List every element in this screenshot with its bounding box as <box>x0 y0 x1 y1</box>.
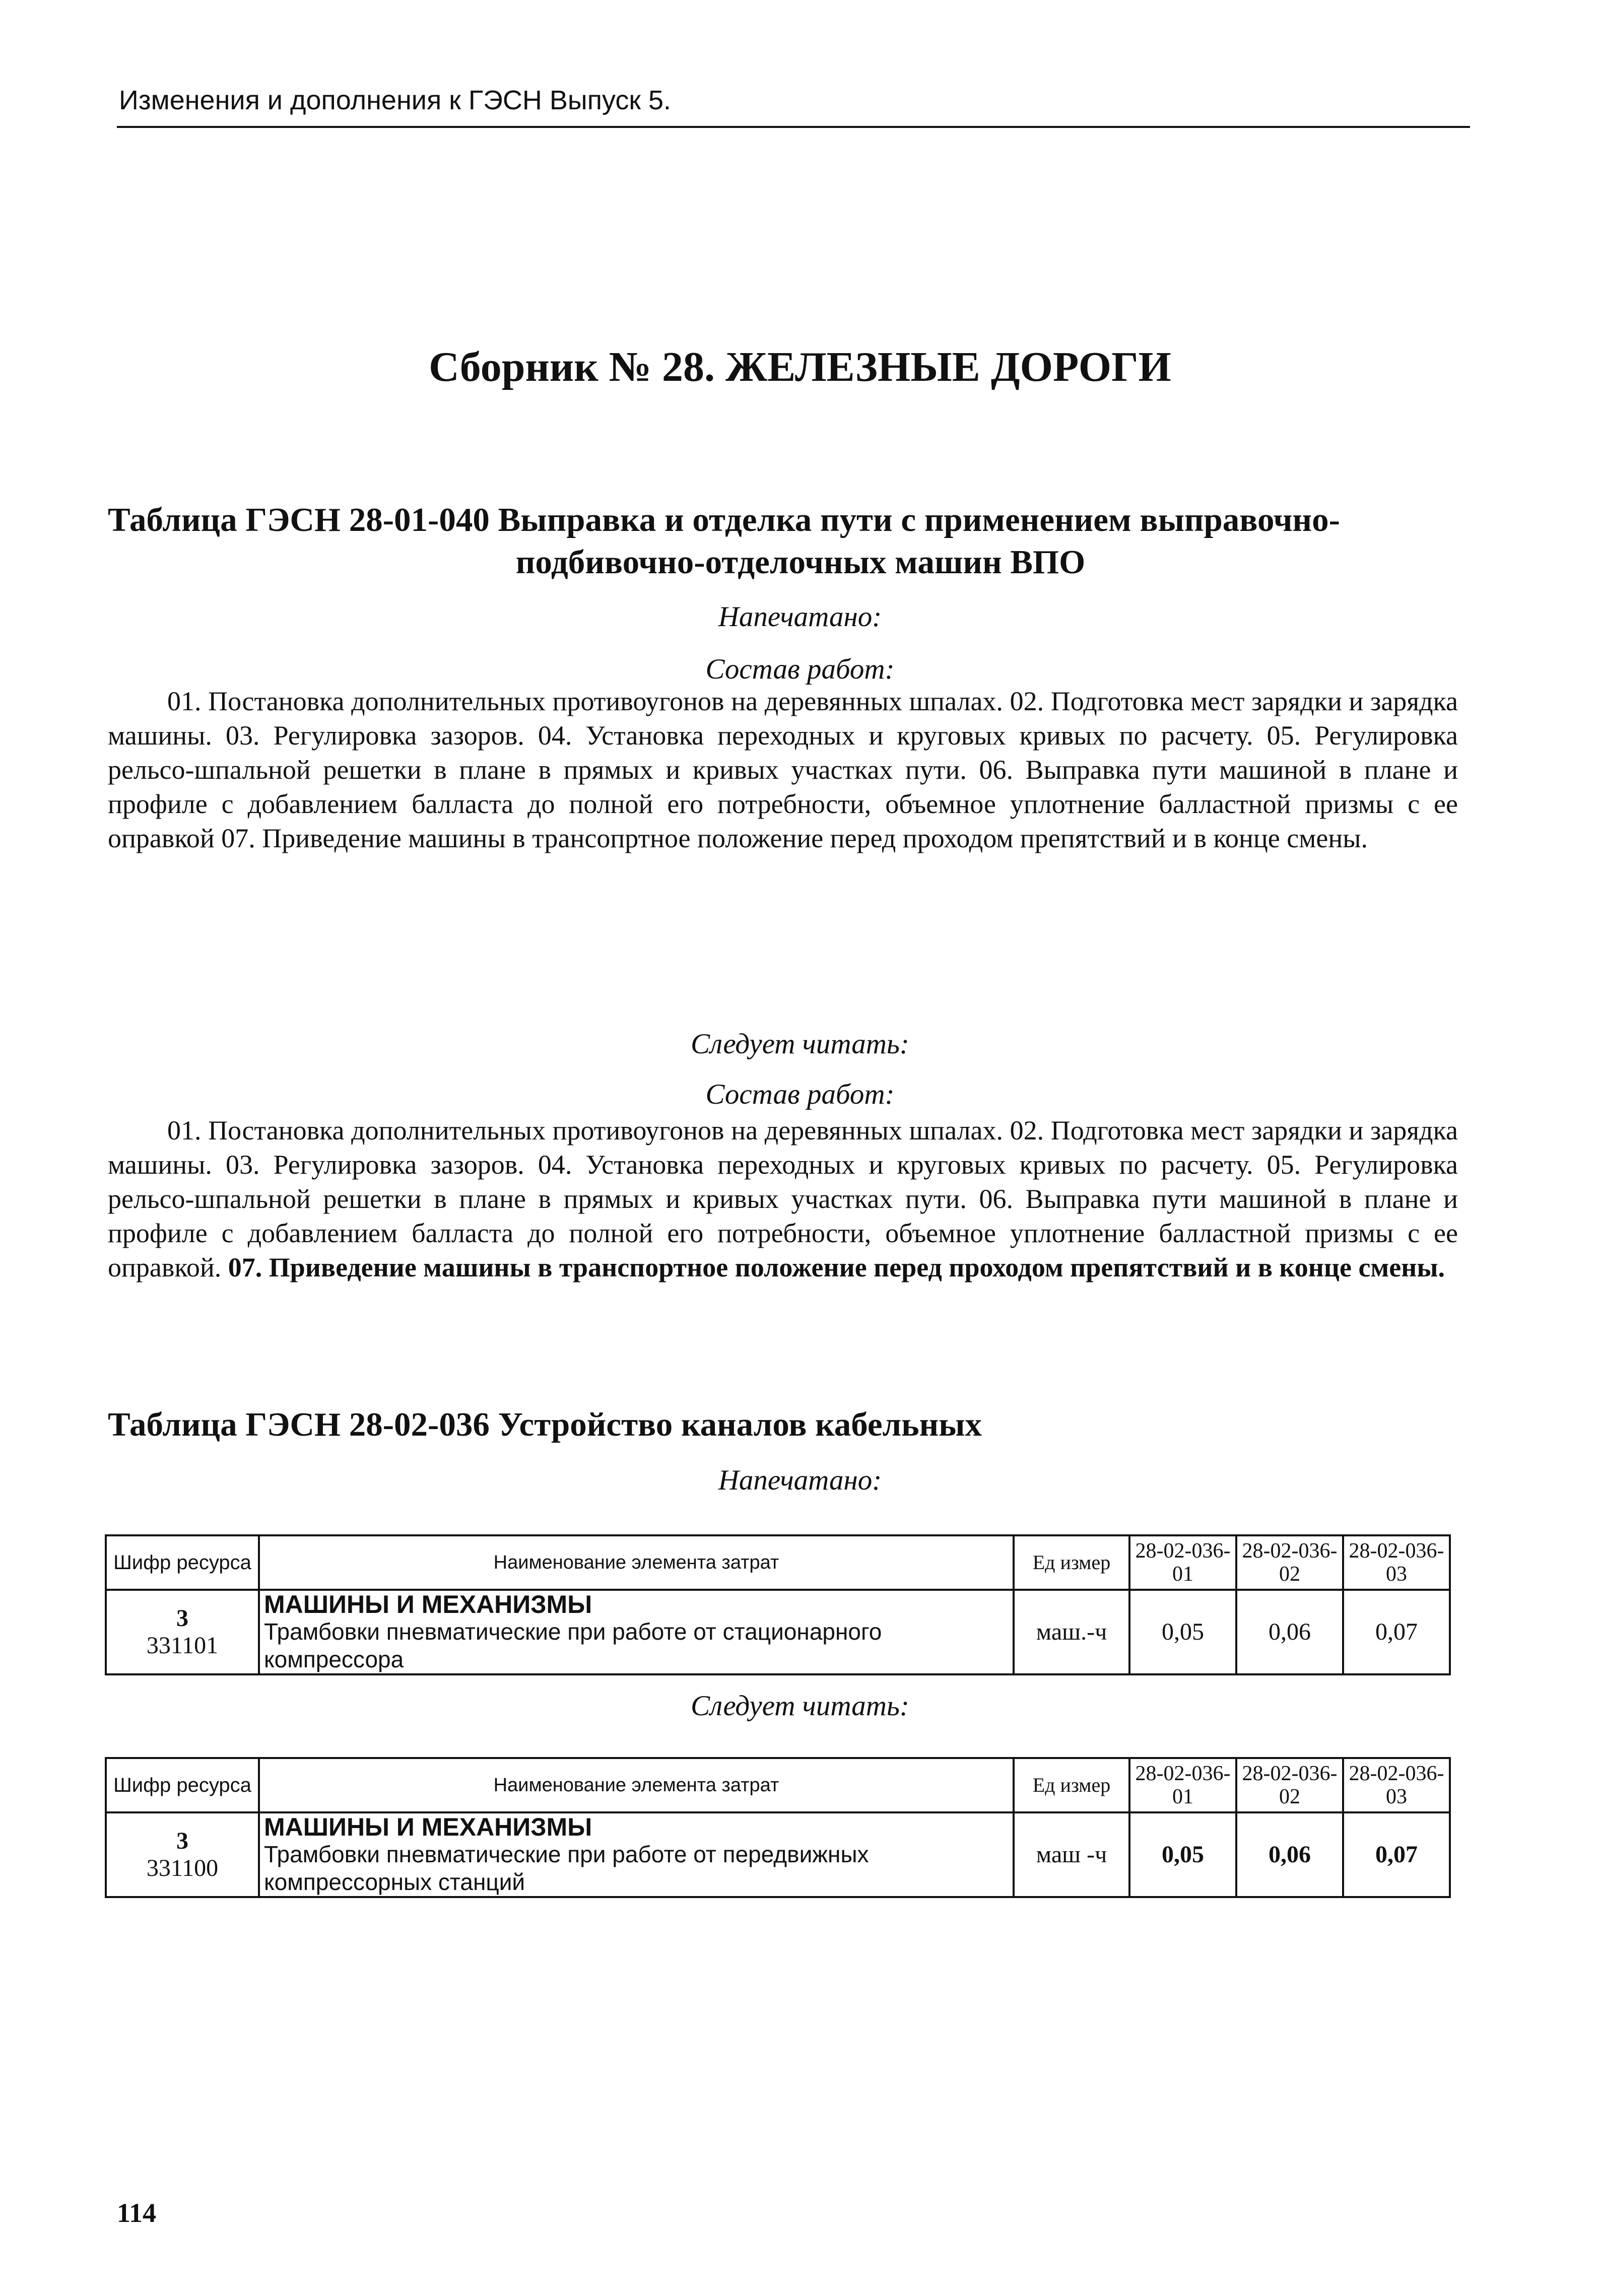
value-cell-3: 0,07 <box>1343 1590 1450 1674</box>
item-name: Трамбовки пневматические при работе от передвижных компрессорных станций <box>264 1841 869 1895</box>
cipher-cell <box>106 1590 259 1674</box>
corrected-text-bold: 07. Приведение машины в транспортное положение перед проходом препятствий и в конце смены. <box>228 1252 1445 1282</box>
col-code2: 28-02-036-02 <box>1236 1535 1343 1590</box>
name-cell <box>259 1590 1014 1674</box>
table1-printed-label: Напечатано: <box>718 601 882 633</box>
col-code1: 28-02-036-01 <box>1129 1758 1236 1812</box>
table2-title: Таблица ГЭСН 28-02-036 Устройство каналов кабельных <box>108 1406 982 1443</box>
col-unit: Ед измер <box>1014 1535 1129 1590</box>
col-unit: Ед измер <box>1014 1758 1129 1812</box>
table2-printed-label: Напечатано: <box>718 1464 882 1496</box>
section-code: 3 <box>176 1828 188 1854</box>
col-name: Наименование элемента затрат <box>259 1535 1014 1590</box>
col-code3: 28-02-036-03 <box>1343 1758 1450 1812</box>
col-code1: 28-02-036-01 <box>1129 1535 1236 1590</box>
section-code: 3 <box>176 1605 188 1632</box>
table1-printed-text: 01. Постановка дополнительных противоугонов на деревянных шпалах. 02. Подготовка мест зарядки и зарядка машины. 03. Регулировка зазоров. 04. Установка переходных и круговых кривых по расчету. 05. Регулировка рельсо-шпальной решетки в плане в прямых и кривых участках пути. 06. Выправка пути машиной в плане и профиле с добавлением балласта до полной его потребности, объемное уплотнение балластной призмы с ее оправкой 07. Приведение машины в трансопртное положение перед проходом препятствий и в конце смены. <box>108 686 1458 853</box>
col-cipher: Шифр ресурса <box>106 1758 259 1812</box>
page-number: 114 <box>117 2198 157 2228</box>
corrected-cost-table <box>105 1757 1451 1898</box>
col-code2: 28-02-036-02 <box>1236 1758 1343 1812</box>
value-cell-2: 0,06 <box>1236 1812 1343 1897</box>
value-cell-2: 0,06 <box>1236 1590 1343 1674</box>
table-row <box>106 1590 1450 1674</box>
table2-should-read-label: Следует читать: <box>691 1690 909 1722</box>
collection-title: Сборник № 28. ЖЕЛЕЗНЫЕ ДОРОГИ <box>429 344 1171 390</box>
unit-cell: маш -ч <box>1014 1812 1129 1897</box>
section-name: МАШИНЫ И МЕХАНИЗМЫ <box>264 1590 592 1618</box>
table1-title-line2: подбивочно-отделочных машин ВПО <box>515 544 1086 581</box>
col-code3: 28-02-036-03 <box>1343 1535 1450 1590</box>
table1-title <box>108 499 1493 583</box>
table1-works-label-printed: Состав работ: <box>705 653 895 685</box>
printed-cost-table <box>105 1534 1451 1675</box>
table1-should-read-label: Следует читать: <box>691 1028 909 1060</box>
item-name: Трамбовки пневматические при работе от стационарного компрессора <box>264 1618 882 1672</box>
running-header: Изменения и дополнения к ГЭСН Выпуск 5. <box>119 85 672 115</box>
cipher-cell <box>106 1812 259 1897</box>
table-header-row <box>106 1758 1450 1812</box>
table1-works-label-corrected: Состав работ: <box>705 1078 895 1110</box>
resource-cipher: 331100 <box>146 1855 219 1881</box>
value-cell-1: 0,05 <box>1129 1812 1236 1897</box>
header-rule <box>117 126 1470 128</box>
table1-corrected-text <box>108 1113 1458 1285</box>
name-cell <box>259 1812 1014 1897</box>
value-cell-3: 0,07 <box>1343 1812 1450 1897</box>
section-name: МАШИНЫ И МЕХАНИЗМЫ <box>264 1813 592 1841</box>
table-header-row <box>106 1535 1450 1590</box>
unit-cell: маш.-ч <box>1014 1590 1129 1674</box>
col-cipher: Шифр ресурса <box>106 1535 259 1590</box>
value-cell-1: 0,05 <box>1129 1590 1236 1674</box>
table1-title-line1: Таблица ГЭСН 28-01-040 Выправка и отделка пути с применением выправочно- <box>108 501 1340 538</box>
col-name: Наименование элемента затрат <box>259 1758 1014 1812</box>
table-row <box>106 1812 1450 1897</box>
corrected-text-plain: 01. Постановка дополнительных противоугонов на деревянных шпалах. 02. Подготовка мест зарядки и зарядка машины. 03. Регулировка зазоров. 04. Установка переходных и круговых кривых по расчету. 05. Регулировка рельсо-шпальной решетки в плане в прямых и кривых участках пути. 06. Выправка пути машиной в плане и профиле с добавлением балласта до полной его потребности, объемное уплотнение балластной призмы с ее оправкой. <box>108 1115 1458 1282</box>
resource-cipher: 331101 <box>146 1632 219 1659</box>
